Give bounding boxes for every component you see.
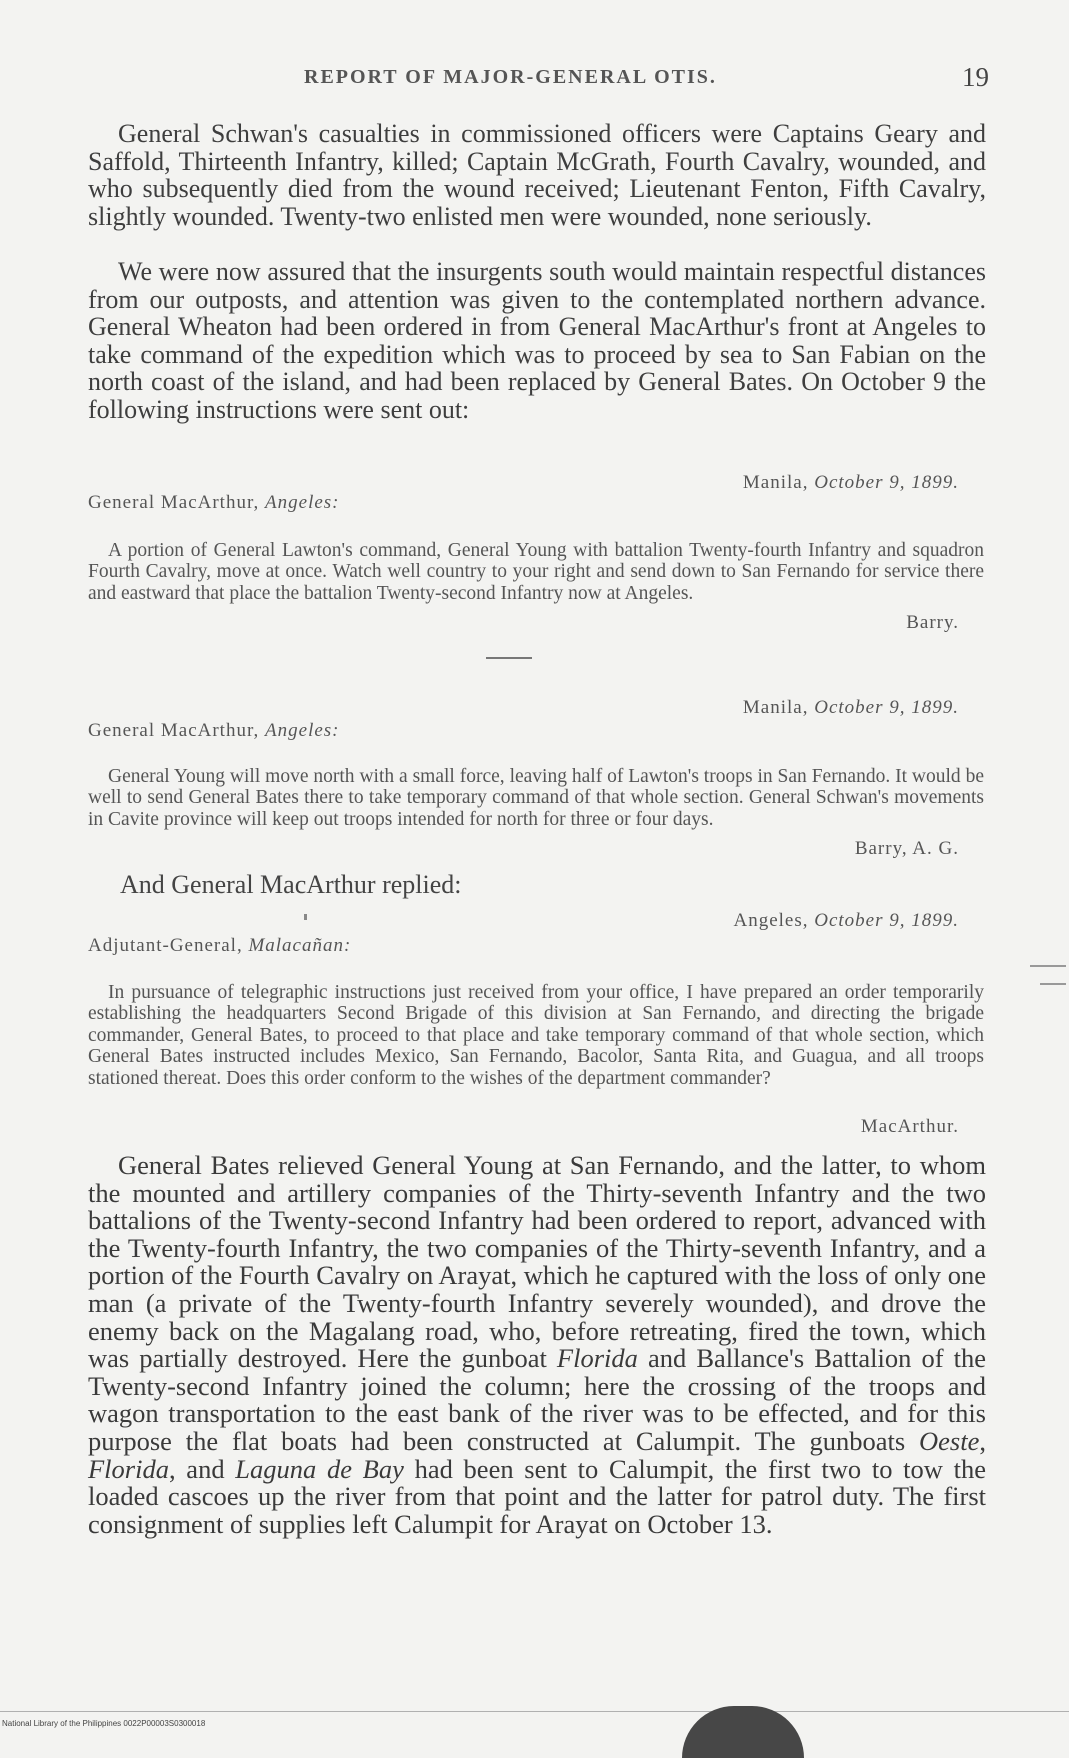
telegram2-signature: Barry, A. G. [854,838,959,859]
telegram3-body: In pursuance of telegraphic instructions just received from your office, I have prepared an order temporarily establishing the headquarters Second Brigade of this division at San Fernando, and directing the brigade commander, General Bates, to proceed to that place and take temporary command of that whole section, which General Bates instructed includes Mexico, San Fernando, Bacolor, Santa Rita, and Guagua, and all troops stationed thereat. Does this order conform to the wishes of the department commander? [88,981,984,1089]
telegram3-signature: MacArthur. [860,1116,959,1137]
final-text-part3: , [979,1425,986,1456]
page-header [88,62,989,98]
telegram1-date: October 9, 1899. [814,472,959,493]
telegram2-place: Manila, [742,697,809,718]
final-text-part4: , and [168,1453,236,1484]
paragraph-casualties: General Schwan's casualties in commissioned officers were Captains Geary and Saffold, Thirteenth Infantry, killed; Captain McGrath, Fourth Cavalry, wounded, and who subsequently died from the wound received; Lieutenant Fenton, Fifth Cavalry, slightly wounded. Twenty-two enlisted men were wounded, none seriously. [88,119,986,231]
ship-name-florida-2: Florida [88,1453,169,1484]
final-text-part5: had been sent to Calumpit, the first two to tow the loaded cascoes up the river from that point and the latter for patrol duty. The first consignment of supplies left Calumpit for Arayat on October 13. [88,1453,986,1539]
telegram3-addressee-name: Adjutant-General, [88,935,243,956]
scan-edge-line [0,1711,1069,1712]
ship-name-oeste: Oeste [919,1425,980,1456]
telegram1-place: Manila, [742,472,809,493]
telegram2-addressee [88,720,340,742]
telegram3-addressee [88,935,351,957]
scan-thumb-shadow [682,1706,804,1758]
paragraph-arayat-advance [88,1152,986,1538]
telegram2-addressee-place: Angeles: [265,720,340,741]
telegram3-place: Angeles, [733,910,809,931]
telegram1-body: A portion of General Lawton's command, General Young with battalion Twenty-fourth Infantry and squadron Fourth Cavalry, move at once. Watch well country to your right and send down to San Fernando for service there and eastward that place the battalion Twenty-second Infantry now at Angeles. [88,539,984,604]
telegram2-dateline [743,697,959,719]
stray-mark [304,914,307,920]
separator-rule [486,657,532,659]
footer-credit: National Library of the Philippines 0022P00003S0300018 [2,1719,206,1728]
telegram1-addressee [88,492,340,514]
telegram2-body: General Young will move north with a small force, leaving half of Lawton's troops in San Fernando. It would be well to send General Bates there to take temporary command of that whole section. General Schwan's movements in Cavite province will keep out troops intended for north for three or four days. [88,765,984,830]
reply-intro: And General MacArthur replied: [120,870,462,899]
telegram2-addressee-name: General MacArthur, [88,720,260,741]
telegram3-addressee-place: Malacañan: [248,935,352,956]
telegram3-dateline [733,910,959,932]
ship-name-laguna-de-bay: Laguna de Bay [235,1453,404,1484]
telegram1-dateline [743,472,959,494]
ship-name-florida: Florida [556,1343,638,1374]
paragraph-northern-advance: We were now assured that the insurgents south would maintain respectful distances from our outposts, and attention was given to the contemplated northern advance. General Wheaton had been ordered in from General MacArthur's front at Angeles to take command of the expedition which was to proceed by sea to San Fabian on the north coast of the island, and had been replaced by General Bates. On October 9 the following instructions were sent out: [88,257,986,424]
final-text-part1: General Bates relieved General Young at San Fernando, and the latter, to whom the mounted and artillery companies of the Thirty-seventh Infantry and the two battalions of the Twenty-second Infantry had been ordered to report, advanced with the Twenty-fourth Infantry, the two companies of the Thirty-seventh Infantry, and a portion of the Fourth Cavalry on Arayat, which he captured with the loss of only one man (a private of the Twenty-fourth Infantry severely wounded), and drove the enemy back on the Magalang road, who, before retreating, fired the town, which was partially destroyed. Here the gunboat [88,1150,986,1374]
telegram3-date: October 9, 1899. [814,910,959,931]
telegram2-date: October 9, 1899. [814,697,959,718]
margin-mark [1040,983,1066,985]
margin-mark [1030,965,1066,967]
telegram1-signature: Barry. [906,612,959,633]
telegram1-addressee-place: Angeles: [265,492,340,513]
running-title: REPORT OF MAJOR-GENERAL OTIS. [304,66,717,88]
page-number: 19 [962,62,989,92]
final-text-part2: and Ballance's Battalion of the Twenty-second Infantry joined the column; here the crossing of the troops and wagon transportation to the east bank of the river was to be effected, and for this purpose the flat boats had been constructed at Calumpit. The gunboats [88,1343,986,1456]
telegram1-addressee-name: General MacArthur, [88,492,260,513]
